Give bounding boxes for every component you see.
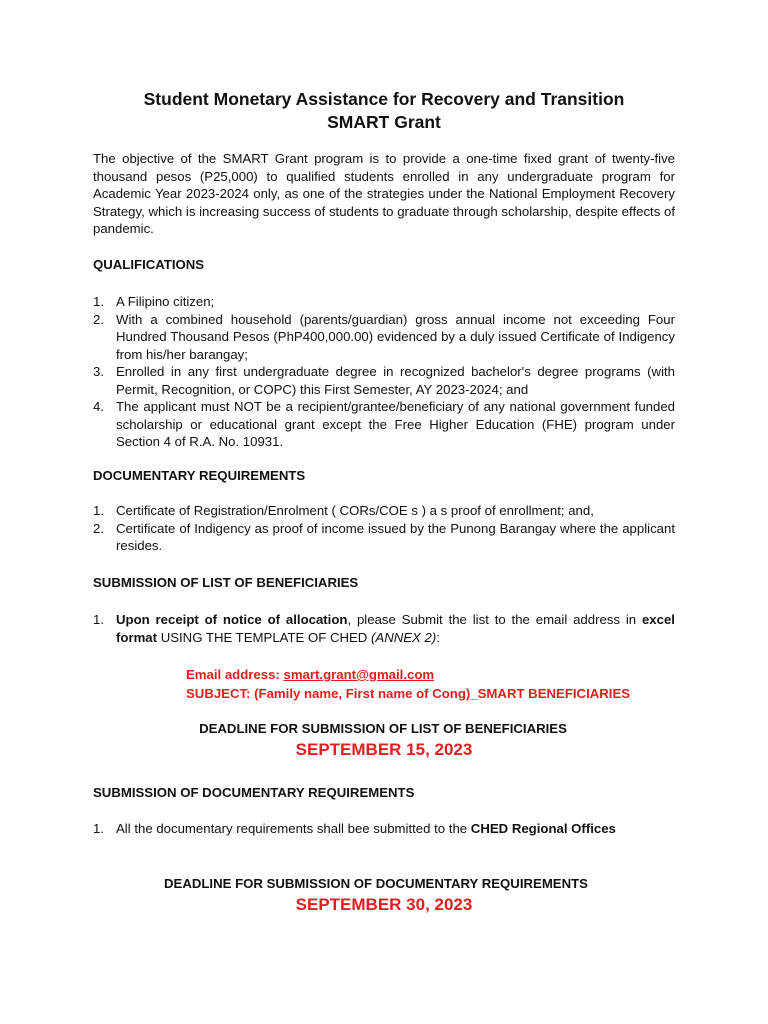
item-number: 2. <box>93 520 104 536</box>
beneficiaries-list <box>93 611 675 646</box>
item-text: Certificate of Registration/Enrolment ( CORs/COE s ) a s proof of enrollment; and, <box>116 503 594 518</box>
list-item <box>93 520 675 555</box>
item-number: 1. <box>93 821 104 836</box>
docs-deadline-date: SEPTEMBER 30, 2023 <box>295 895 473 914</box>
item-text: Certificate of Indigency as proof of income issued by the Punong Barangay where the applicant resides. <box>116 520 675 553</box>
item-number: 1. <box>93 612 104 627</box>
excel-format-text: excel format <box>116 612 675 645</box>
allocation-notice-text: Upon receipt of notice of allocation <box>116 612 348 627</box>
item-text: With a combined household (parents/guardian) gross annual income not exceeding Four Hundred Thousand Pesos (PhP400,000.00) evidenced by a duly issued Certificate of Indigency from his/her barangay; <box>116 311 675 362</box>
ched-offices-text: CHED Regional Offices <box>470 821 616 836</box>
docsubmission-list <box>93 820 675 838</box>
subject-line: SUBJECT: (Family name, First name of Cong)_SMART BENEFICIARIES <box>186 686 631 701</box>
documentary-heading: DOCUMENTARY REQUIREMENTS <box>93 468 306 483</box>
item-text: : <box>436 629 440 645</box>
item-number: 1. <box>93 503 104 518</box>
item-text: All the documentary requirements shall bee submitted to the <box>116 821 471 836</box>
item-number: 4. <box>93 399 104 414</box>
list-item <box>93 820 675 838</box>
title-line-2: SMART Grant <box>327 112 441 132</box>
list-item <box>93 611 675 646</box>
annex-text: (ANNEX 2) <box>371 629 437 645</box>
item-text: The applicant must NOT be a recipient/grantee/beneficiary of any national government funded scholarship or educational grant except the Free Higher Education (FHE) program under Section 4 of R.A. No. 10931. <box>116 399 675 449</box>
item-text: , please Submit the list to the email address in <box>347 612 642 627</box>
item-text: A Filipino citizen; <box>116 294 215 309</box>
docs-deadline-label: DEADLINE FOR SUBMISSION OF DOCUMENTARY REQUIREMENTS <box>164 876 588 891</box>
list-item <box>93 398 675 451</box>
list-item <box>93 502 675 520</box>
docsubmission-heading: SUBMISSION OF DOCUMENTARY REQUIREMENTS <box>93 785 415 800</box>
item-text: USING THE TEMPLATE OF CHED <box>157 629 371 645</box>
email-line <box>186 665 434 684</box>
qualifications-list <box>93 293 675 451</box>
beneficiaries-deadline-label: DEADLINE FOR SUBMISSION OF LIST OF BENEFICIARIES <box>199 721 567 736</box>
qualifications-heading: QUALIFICATIONS <box>93 257 205 272</box>
page-title <box>60 88 708 134</box>
title-line-1: Student Monetary Assistance for Recovery and Transition <box>143 89 625 109</box>
item-number: 3. <box>93 364 104 379</box>
item-number: 1. <box>93 294 104 309</box>
intro-paragraph: The objective of the SMART Grant program is to provide a one-time fixed grant of twenty-five thousand pesos (P25,000) to qualified students enrolled in any undergraduate program for Academic Year 2023-2024 only, as one of the strategies under the National Employment Recovery Strategy, which is increasing success of students to graduate through scholarship, despite effects of pandemic. <box>93 151 675 236</box>
email-link[interactable]: smart.grant@gmail.com <box>283 667 435 682</box>
item-text: Enrolled in any first undergraduate degree in recognized bachelor's degree programs (with Permit, Recognition, or COPC) this First Semester, AY 2023-2024; and <box>116 364 675 397</box>
email-label: Email address: <box>186 667 284 682</box>
documentary-list <box>93 502 675 555</box>
item-number: 2. <box>93 311 104 327</box>
beneficiaries-heading: SUBMISSION OF LIST OF BENEFICIARIES <box>93 575 359 590</box>
list-item <box>93 363 675 398</box>
list-item <box>93 311 675 364</box>
beneficiaries-deadline-date: SEPTEMBER 15, 2023 <box>295 740 473 759</box>
list-item <box>93 293 675 311</box>
